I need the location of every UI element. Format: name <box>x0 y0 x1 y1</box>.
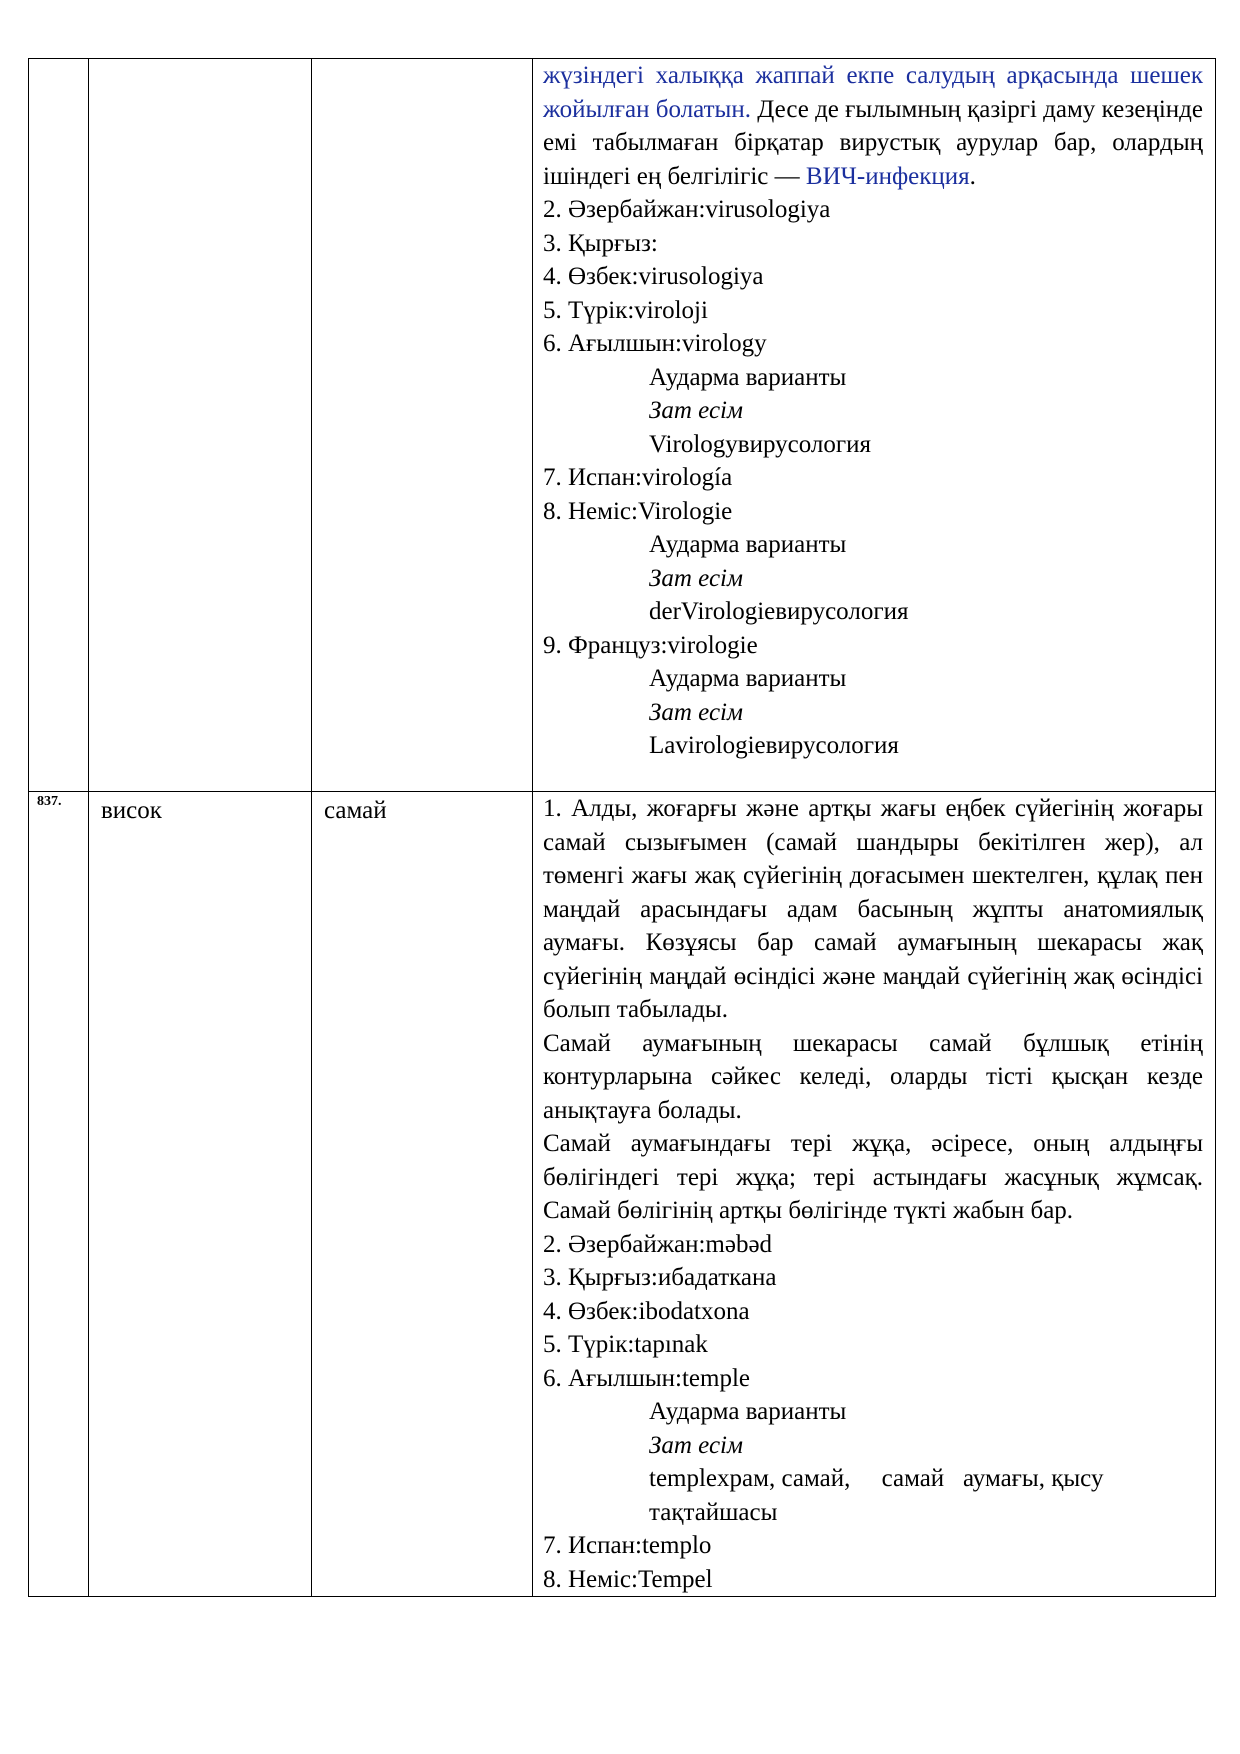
translation: templeхрам, самай, самай аумағы, қысу тақтайшасы <box>649 1465 1110 1526</box>
description-paragraph: Самай аумағындағы тері жұқа, әсіресе, оның алдыңғы бөлігіндегі тері жұқа; тері астындағы жасұнық жұмсақ. Самай бөлігінің артқы бөлігінде түкті жабын бар. <box>543 1130 1203 1224</box>
turkish-line: 5. Түрік:tapınak <box>543 1331 708 1358</box>
english-line: 6. Ағылшын:virology <box>543 330 767 357</box>
kyrgyz-line: 3. Қырғыз: <box>543 229 658 257</box>
variant-label: Аударма варианты <box>649 531 847 558</box>
spanish-line: 7. Испан:virología <box>543 464 733 491</box>
english-line: 6. Ағылшын:temple <box>543 1364 750 1392</box>
part-of-speech: Зат есім <box>649 1431 743 1459</box>
spanish-line: 7. Испан:templo <box>543 1532 712 1559</box>
variant-label: Аударма варианты <box>649 363 847 391</box>
description-cell <box>533 792 1216 1597</box>
hiv-link-text: ВИЧ-инфекция <box>805 162 970 190</box>
turkish-line: 5. Түрік:viroloji <box>543 296 708 324</box>
entry-number: 837. <box>29 792 89 1597</box>
french-line: 9. Француз:virologie <box>543 631 758 659</box>
translation: Virologyвирусология <box>649 430 871 458</box>
german-line: 8. Неміс:Tempel <box>543 1565 713 1593</box>
table-row <box>29 59 1216 792</box>
description-paragraph: Самай аумағының шекарасы самай бұлшық етінің контурларына сәйкес келеді, оларды тісті қысқан кезде анықтауға болады. <box>543 1029 1203 1124</box>
russian-term-cell <box>89 59 312 792</box>
azerbaijani-line: 2. Әзербайжан:məbəd <box>543 1230 773 1258</box>
part-of-speech: Зат есім <box>649 397 743 424</box>
uzbek-line: 4. Өзбек:ibodatxona <box>543 1297 750 1325</box>
german-line: 8. Неміс:Virologie <box>543 497 733 525</box>
translation: Lavirologieвирусология <box>649 732 899 759</box>
blue-text: жүзіндегі халыққа жаппай екпе салудың арқасында шешек жойылған болатын. <box>543 62 1203 123</box>
part-of-speech: Зат есім <box>649 564 743 592</box>
azerbaijani-line: 2. Әзербайжан:virusologiya <box>543 196 831 223</box>
description-paragraph: жүзіндегі халыққа жаппай екпе салудың арқасында шешек жойылған болатын. Десе де ғылымның қазіргі даму кезеңінде емі табылмаған бірқатар вирустық аурулар бар, олардың ішіндегі ең белгілігіс — ВИЧ-инфекция. <box>543 62 1203 190</box>
number-cell <box>29 59 89 792</box>
variant-label: Аударма варианты <box>649 1398 847 1425</box>
description-paragraph: 1. Алды, жоғарғы және артқы жағы еңбек сүйегінің жоғары самай сызығымен (самай шандыры бекітілген жер), ал төменгі жағы жақ сүйегінің доғасымен шектелген, құлақ пен маңдай арасындағы адам басының жұпты анатомиялық аумағы. Көзұясы бар самай аумағының шекарасы жақ сүйегінің маңдай өсіндісі және маңдай сүйегінің жақ өсіндісі болып табылады. <box>543 795 1203 1023</box>
part-of-speech: Зат есім <box>649 698 743 726</box>
kyrgyz-line: 3. Қырғыз:ибадаткана <box>543 1264 777 1291</box>
kazakh-term: самай <box>312 792 533 1597</box>
uzbek-line: 4. Өзбек:virusologiya <box>543 263 764 290</box>
russian-term: висок <box>89 792 312 1597</box>
translation: derVirologieвирусология <box>649 598 909 625</box>
kazakh-term-cell <box>312 59 533 792</box>
dictionary-table <box>28 58 1216 1597</box>
table-row <box>29 792 1216 1597</box>
variant-label: Аударма варианты <box>649 665 847 692</box>
description-cell <box>533 59 1216 792</box>
